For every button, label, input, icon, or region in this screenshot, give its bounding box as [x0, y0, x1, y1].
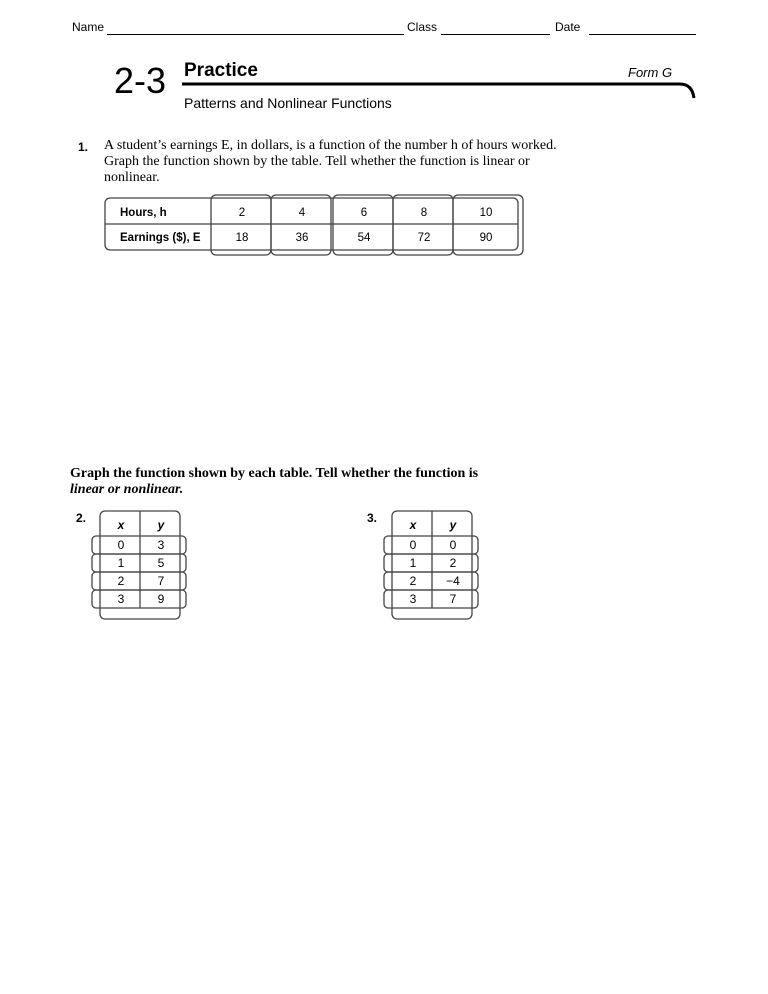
problem-3-y-cell: −4 — [446, 574, 460, 588]
problem-2-x-cell: 1 — [117, 556, 125, 570]
problem-2-y-cell: 3 — [157, 538, 165, 552]
problem-3-y-header: y — [449, 518, 457, 532]
earnings-cell: 36 — [295, 232, 309, 244]
earnings-cell: 72 — [417, 232, 431, 244]
problem-2-x-cell: 3 — [117, 592, 125, 606]
date-label: Date — [555, 20, 581, 34]
problem-2-x-cell: 2 — [117, 574, 125, 588]
problem-1-text — [104, 138, 604, 186]
problem-1-number: 1. — [78, 140, 89, 154]
page-subtitle: Patterns and Nonlinear Functions — [184, 95, 392, 111]
hours-cell: 6 — [360, 207, 368, 219]
instructions-line-1: Graph the function shown by each table. Tell whether the function is — [70, 466, 479, 481]
problem-2-x-cell: 0 — [117, 538, 125, 552]
problem-1-text-line-2: Graph the function shown by the table. Tell whether the function is linear or — [104, 154, 530, 169]
problem-2-y-cell: 9 — [157, 592, 165, 606]
class-label: Class — [407, 20, 438, 34]
lesson-number: 2-3 — [114, 60, 167, 101]
problem-3-y-cell: 2 — [449, 556, 457, 570]
problem-2-y-header: y — [157, 518, 165, 532]
hours-cell: 10 — [479, 207, 493, 219]
problem-3-x-header: x — [409, 518, 417, 532]
class-line[interactable] — [441, 34, 550, 35]
date-line[interactable] — [589, 34, 696, 35]
earnings-cell: 90 — [479, 232, 493, 244]
problem-3-x-cell: 3 — [409, 592, 417, 606]
problem-3-y-cell: 7 — [449, 592, 457, 606]
name-label: Name — [72, 20, 105, 34]
problem-3-number: 3. — [367, 511, 378, 525]
problem-1-text-line-1: A student’s earnings E, in dollars, is a function of the number h of hours worked. — [104, 138, 557, 153]
problem-2-y-cell: 7 — [157, 574, 165, 588]
earnings-cell: 54 — [357, 232, 371, 244]
instructions — [70, 466, 550, 498]
problem-2-number: 2. — [76, 511, 87, 525]
problem-3-x-cell: 0 — [409, 538, 417, 552]
hours-row-label: Hours, h — [120, 207, 167, 219]
name-line[interactable] — [107, 34, 404, 35]
problem-1-text-line-3: nonlinear. — [104, 170, 160, 185]
problem-3-y-cell: 0 — [449, 538, 457, 552]
hours-cell: 2 — [238, 207, 246, 219]
form-label: Form G — [628, 65, 673, 80]
problem-3-x-cell: 1 — [409, 556, 417, 570]
problem-2-x-header: x — [117, 518, 125, 532]
earnings-cell: 18 — [235, 232, 249, 244]
instructions-line-2: linear or nonlinear. — [70, 482, 184, 497]
page-title: Practice — [184, 60, 258, 81]
earnings-row-label: Earnings ($), E — [120, 232, 201, 244]
hours-cell: 8 — [420, 207, 428, 219]
problem-3-x-cell: 2 — [409, 574, 417, 588]
hours-cell: 4 — [298, 207, 306, 219]
problem-2-y-cell: 5 — [157, 556, 165, 570]
